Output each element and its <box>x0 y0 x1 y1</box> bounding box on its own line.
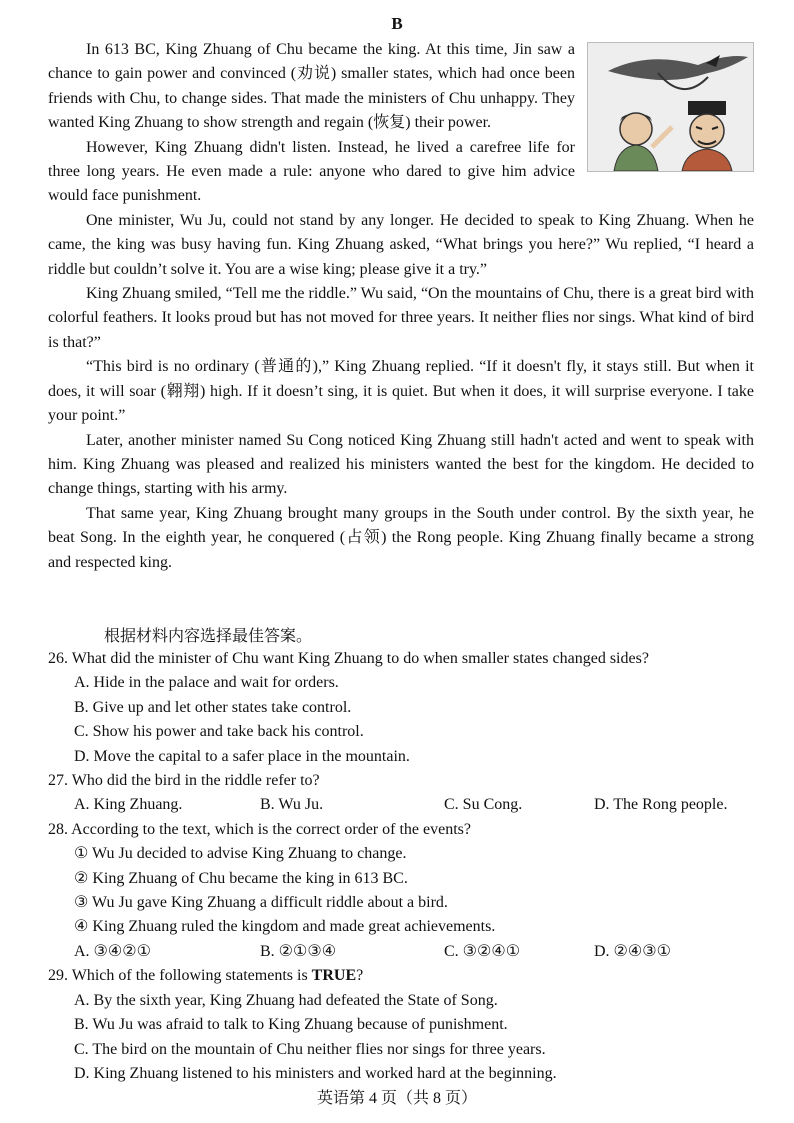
question-28-event: ③ Wu Ju gave King Zhuang a difficult riddle about a bird. <box>74 894 448 912</box>
question-27-stem: 27. Who did the bird in the riddle refer to? <box>48 772 320 790</box>
question-26-option-d[interactable]: D. Move the capital to a safer place in the mountain. <box>74 747 410 765</box>
question-28-event: ④ King Zhuang ruled the kingdom and made great achievements. <box>74 918 496 936</box>
question-28-event: ② King Zhuang of Chu became the king in 613 BC. <box>74 869 408 887</box>
reading-passage <box>48 38 754 575</box>
question-27-options <box>74 793 758 817</box>
question-29-option-a[interactable]: A. By the sixth year, King Zhuang had defeated the State of Song. <box>74 991 498 1009</box>
question-28-options <box>74 940 758 964</box>
passage-paragraph: “This bird is no ordinary (普通的),” King Zhuang replied. “If it doesn't fly, it stays still. But when it does, it will soar (翱翔) high. If it doesn’t sing, it is quiet. But when it does, it will surprise everyone. I take your point.” <box>48 358 754 425</box>
question-27-option-b[interactable]: B. Wu Ju. <box>260 796 324 814</box>
passage-paragraph: King Zhuang smiled, “Tell me the riddle.” Wu said, “On the mountains of Chu, there is a great bird with colorful feathers. It looks proud but has not moved for three years. It neither flies nor sings. What kind of bird is that?” <box>48 285 754 351</box>
section-letter: B <box>391 14 403 33</box>
question-29-option-c[interactable]: C. The bird on the mountain of Chu neither flies nor sings for three years. <box>74 1040 546 1058</box>
question-28-option-b[interactable]: B. ②①③④ <box>260 942 337 960</box>
question-26-option-c[interactable]: C. Show his power and take back his control. <box>74 723 364 741</box>
question-28-stem: 28. According to the text, which is the correct order of the events? <box>48 820 471 838</box>
question-28-event: ① Wu Ju decided to advise King Zhuang to change. <box>74 845 407 863</box>
passage-paragraph: Later, another minister named Su Cong noticed King Zhuang still hadn't acted and went to speak with him. King Zhuang was pleased and realized his ministers wanted the best for the kingdom. He decided to change things, starting with his army. <box>48 431 754 498</box>
question-29-option-b[interactable]: B. Wu Ju was afraid to talk to King Zhuang because of punishment. <box>74 1016 508 1034</box>
question-26-stem: 26. What did the minister of Chu want King Zhuang to do when smaller states changed sides? <box>48 650 649 667</box>
question-26-option-a[interactable]: A. Hide in the palace and wait for orders. <box>74 674 339 692</box>
passage-paragraph: However, King Zhuang didn't listen. Instead, he lived a carefree life for three long years. He even made a rule: anyone who dared to give him advice would face punishment. <box>48 138 575 205</box>
passage-paragraph: One minister, Wu Ju, could not stand by any longer. He decided to speak to King Zhuang. When he came, the king was busy having fun. King Zhuang asked, “What brings you here?” Wu replied, “I heard a riddle but couldn’t solve it. You are a wise king; please give it a try.” <box>48 211 754 278</box>
page-footer: 英语第 4 页（共 8 页） <box>316 1090 477 1107</box>
question-28-option-a[interactable]: A. ③④②① <box>74 942 151 960</box>
question-27-option-a[interactable]: A. King Zhuang. <box>74 796 183 814</box>
question-28-option-d[interactable]: D. ②④③① <box>594 942 671 960</box>
question-list <box>48 647 758 1086</box>
passage-paragraph: In 613 BC, King Zhuang of Chu became the king. At this time, Jin saw a chance to gain power and convinced (劝说) smaller states, which had once been friends with Chu, to change sides. That made the ministers of Chu unhappy. They wanted King Zhuang to show strength and regain (恢复) their power. <box>48 41 575 132</box>
question-29-stem-emphasis: TRUE <box>311 967 357 985</box>
question-29-stem <box>48 964 758 988</box>
question-29-option-d[interactable]: D. King Zhuang listened to his ministers and worked hard at the beginning. <box>74 1064 557 1082</box>
question-29-stem-end: ? <box>356 967 364 985</box>
instruction: 根据材料内容选择最佳答案。 <box>104 628 313 645</box>
passage-paragraph: That same year, King Zhuang brought many groups in the South under control. By the sixth year, he beat Song. In the eighth year, he conquered (占领) the Rong people. King Zhuang finally became a strong and respected king. <box>48 504 754 571</box>
question-28-option-c[interactable]: C. ③②④① <box>444 942 521 960</box>
question-26-option-b[interactable]: B. Give up and let other states take control. <box>74 698 352 716</box>
bird-and-king-illustration <box>587 42 754 172</box>
question-27-option-c[interactable]: C. Su Cong. <box>444 796 523 814</box>
question-27-option-d[interactable]: D. The Rong people. <box>594 796 728 814</box>
question-29-stem-text: 29. Which of the following statements is <box>48 967 312 985</box>
